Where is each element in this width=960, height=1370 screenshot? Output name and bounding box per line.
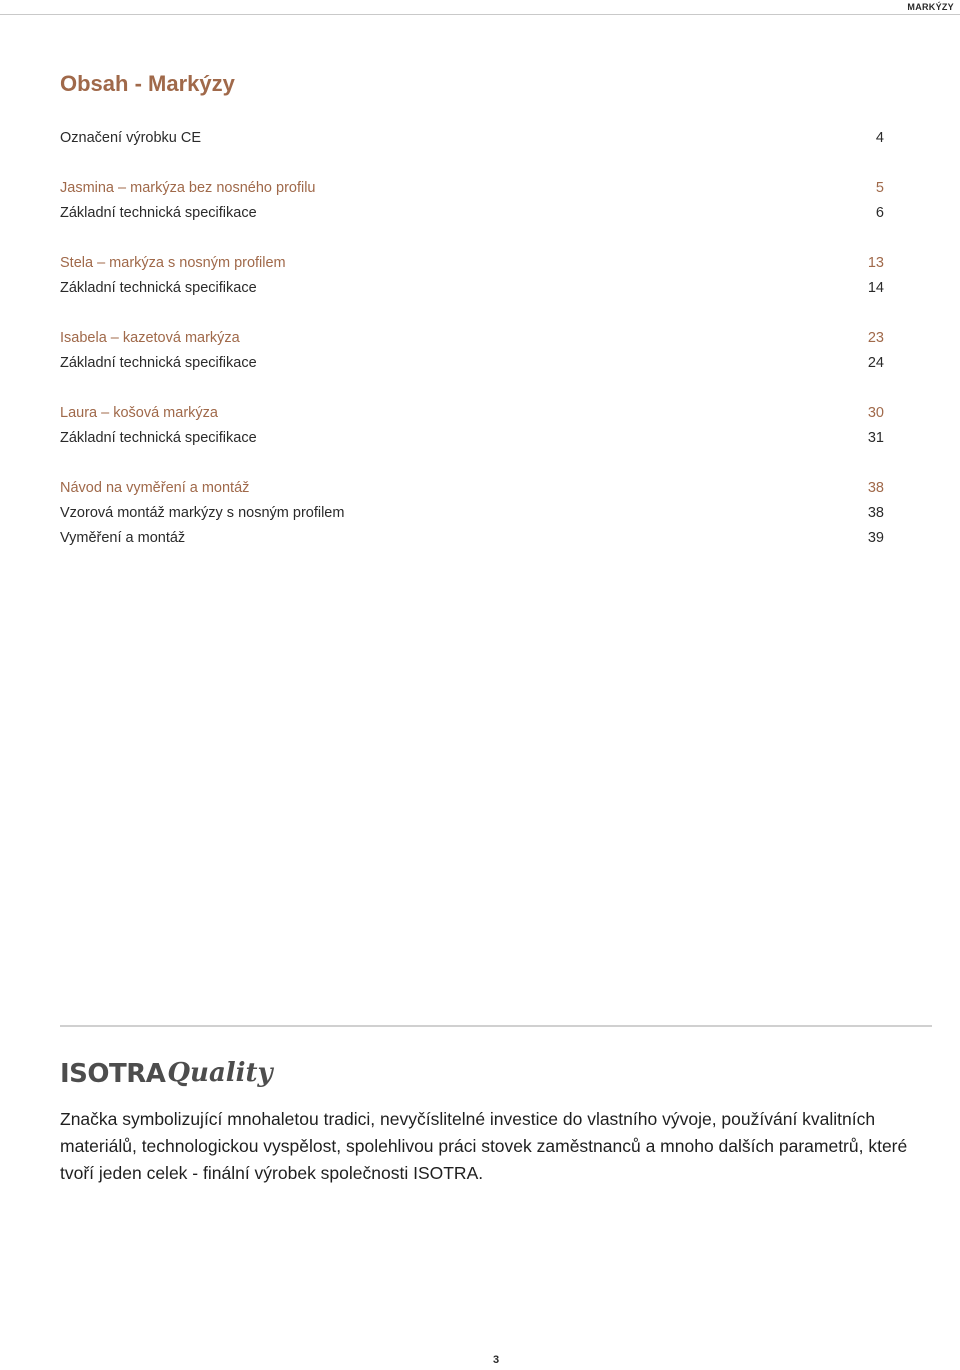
logo-brand: ISOTRA bbox=[60, 1059, 166, 1089]
toc-entry[interactable] bbox=[60, 527, 884, 552]
toc-entry-label: Označení výrobku CE bbox=[60, 130, 202, 146]
toc-entry-page: 5 bbox=[875, 180, 884, 196]
toc-entry[interactable] bbox=[60, 252, 884, 277]
toc-group bbox=[60, 477, 884, 552]
toc-group bbox=[60, 177, 884, 227]
toc-group bbox=[60, 402, 884, 452]
toc-entry-label: Stela – markýza s nosným profilem bbox=[60, 255, 286, 271]
toc-entry[interactable] bbox=[60, 402, 884, 427]
toc-entry-label: Základní technická specifikace bbox=[60, 205, 257, 221]
toc-entry-label: Laura – košová markýza bbox=[60, 405, 218, 421]
toc-entry-label: Základní technická specifikace bbox=[60, 430, 257, 446]
table-of-contents bbox=[60, 127, 884, 577]
page-number: 3 bbox=[492, 1354, 500, 1366]
toc-entry-label: Návod na vyměření a montáž bbox=[60, 480, 250, 496]
toc-entry[interactable] bbox=[60, 277, 884, 302]
logo-quality-word: Quality bbox=[167, 1058, 273, 1088]
divider bbox=[60, 1025, 932, 1027]
toc-entry-label: Isabela – kazetová markýza bbox=[60, 330, 240, 346]
section-label: MARKÝZY bbox=[901, 0, 958, 13]
toc-entry-page: 4 bbox=[875, 130, 884, 146]
toc-entry-label: Základní technická specifikace bbox=[60, 355, 257, 371]
toc-entry[interactable] bbox=[60, 202, 884, 227]
toc-entry[interactable] bbox=[60, 477, 884, 502]
toc-entry-page: 14 bbox=[867, 280, 884, 296]
toc-entry-page: 39 bbox=[867, 530, 884, 546]
isotra-quality-logo bbox=[60, 1052, 273, 1088]
toc-entry[interactable] bbox=[60, 177, 884, 202]
toc-entry[interactable] bbox=[60, 127, 884, 152]
toc-group bbox=[60, 252, 884, 302]
toc-entry-label: Vyměření a montáž bbox=[60, 530, 186, 546]
toc-entry-page: 6 bbox=[875, 205, 884, 221]
toc-entry-page: 38 bbox=[867, 480, 884, 496]
page-title: Obsah - Markýzy bbox=[60, 71, 235, 96]
toc-entry-page: 38 bbox=[867, 505, 884, 521]
toc-entry-page: 31 bbox=[867, 430, 884, 446]
quality-description: Značka symbolizující mnohaletou tradici, nevyčíslitelné investice do vlastního vývoje, používání kvalitních materiálů, technologickou vyspělost, spolehlivou práci stovek zaměstnanců a mnoho dalších parametrů, které tvoří jeden celek - finální výrobek společnosti ISOTRA. bbox=[60, 1109, 908, 1183]
toc-entry[interactable] bbox=[60, 502, 884, 527]
toc-entry[interactable] bbox=[60, 427, 884, 452]
toc-group bbox=[60, 327, 884, 377]
toc-entry[interactable] bbox=[60, 352, 884, 377]
toc-entry-page: 23 bbox=[867, 330, 884, 346]
toc-entry[interactable] bbox=[60, 327, 884, 352]
toc-entry-page: 24 bbox=[867, 355, 884, 371]
toc-entry-page: 13 bbox=[867, 255, 884, 271]
toc-entry-page: 30 bbox=[867, 405, 884, 421]
toc-entry-label: Vzorová montáž markýzy s nosným profilem bbox=[60, 505, 345, 521]
toc-group bbox=[60, 127, 884, 152]
toc-entry-label: Základní technická specifikace bbox=[60, 280, 257, 296]
toc-entry-label: Jasmina – markýza bez nosného profilu bbox=[60, 180, 316, 196]
header-rule bbox=[0, 14, 960, 15]
